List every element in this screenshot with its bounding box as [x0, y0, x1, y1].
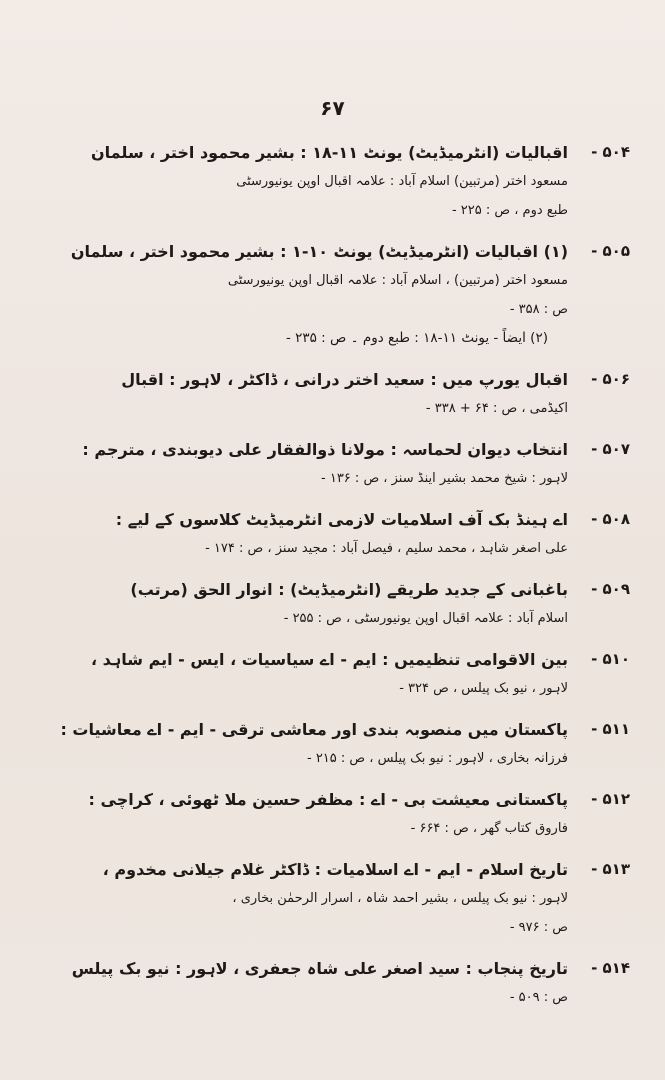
bibliography-entry [38, 575, 630, 633]
entry-number: ۵۰۹ - [591, 580, 630, 598]
entry-line: فاروق کتاب گھر ، ص : ۶۶۴ - [410, 821, 568, 836]
entry-line: اقبال یورپ میں : سعید اختر درانی ، ڈاکٹر ، لاہور : اقبال [121, 370, 568, 389]
entry-number: ۵۰۵ - [591, 242, 630, 260]
entry-line: (۲) ایضاً - یونٹ ۱۱-۱۸ : طبع دوم ۔ ص : ۲۳۵ - [285, 330, 548, 346]
entry-number: ۵۱۲ - [591, 790, 630, 808]
entry-text [38, 435, 568, 493]
entry-line: تاریخ اسلام - ایم - اے اسلامیات : ڈاکٹر غلام جیلانی مخدوم ، [102, 860, 568, 879]
entry-text [38, 715, 568, 773]
bibliography-list [38, 138, 630, 1024]
entry-line: اے ہینڈ بک آف اسلامیات لازمی انٹرمیڈیٹ کلاسوں کے لیے : [115, 510, 568, 529]
entry-line: ص : ۹۷۶ - [509, 920, 568, 935]
entry-number: ۵۱۰ - [591, 650, 630, 668]
entry-text [38, 138, 568, 225]
entry-number: ۵۱۴ - [591, 959, 630, 977]
entry-line: لاہور : شیخ محمد بشیر اینڈ سنز ، ص : ۱۳۶ - [321, 471, 568, 486]
page-number: ۶۷ [320, 96, 345, 120]
bibliography-entry [38, 645, 630, 703]
entry-line: بین الاقوامی تنظیمیں : ایم - اے سیاسیات ، ایس - ایم شاہد ، [90, 650, 568, 669]
entry-number: ۵۰۴ - [591, 143, 630, 161]
entry-text [38, 785, 568, 843]
entry-line: پاکستان میں منصوبہ بندی اور معاشی ترقی - ایم - اے معاشیات : [60, 720, 568, 739]
entry-number: ۵۰۸ - [591, 510, 630, 528]
entry-line: اکیڈمی ، ص : ۶۴ + ۳۳۸ - [425, 401, 568, 416]
entry-text [38, 954, 568, 1012]
bibliography-entry [38, 237, 630, 353]
entry-line: ص : ۵۰۹ - [509, 990, 568, 1005]
bibliography-entry [38, 715, 630, 773]
entry-line: لاہور : نیو بک پیلس ، بشیر احمد شاہ ، اسرار الرحمٰن بخاری ، [232, 891, 568, 906]
entry-number: ۵۱۱ - [591, 720, 630, 738]
bibliography-entry [38, 365, 630, 423]
entry-number: ۵۱۳ - [591, 860, 630, 878]
bibliography-entry [38, 785, 630, 843]
entry-text [38, 645, 568, 703]
bibliography-entry [38, 505, 630, 563]
bibliography-entry [38, 138, 630, 225]
entry-text [38, 365, 568, 423]
entry-line: مسعود اختر (مرتبین) ، اسلام آباد : علامہ اقبال اوپن یونیورسٹی [227, 273, 568, 288]
entry-line: علی اصغر شاہد ، محمد سلیم ، فیصل آباد : مجید سنز ، ص : ۱۷۴ - [205, 541, 568, 556]
entry-line: مسعود اختر (مرتبین) اسلام آباد : علامہ اقبال اوپن یونیورسٹی [236, 174, 568, 189]
bibliography-entry [38, 855, 630, 942]
entry-line: لاہور ، نیو بک پیلس ، ص ۳۲۴ - [399, 681, 568, 696]
bibliography-entry [38, 954, 630, 1012]
entry-line: اقبالیات (انٹرمیڈیٹ) یونٹ ۱۱-۱۸ : بشیر محمود اختر ، سلمان [91, 143, 568, 162]
entry-number: ۵۰۷ - [591, 440, 630, 458]
entry-text [38, 575, 568, 633]
entry-line: ص : ۳۵۸ - [509, 302, 568, 317]
entry-line: فرزانہ بخاری ، لاہور : نیو بک پیلس ، ص : ۲۱۵ - [307, 751, 568, 766]
entry-line: طبع دوم ، ص : ۲۲۵ - [451, 203, 568, 218]
entry-line: پاکستانی معیشت بی - اے : مظفر حسین ملا ٹھوئی ، کراچی : [88, 790, 568, 809]
entry-text [38, 855, 568, 942]
entry-line: تاریخ پنجاب : سید اصغر علی شاہ جعفری ، لاہور : نیو بک پیلس [71, 959, 568, 978]
bibliography-entry [38, 435, 630, 493]
entry-text [38, 505, 568, 563]
entry-text [38, 237, 568, 353]
entry-line: باغبانی کے جدید طریقے (انٹرمیڈیٹ) : انوار الحق (مرتب) [130, 580, 568, 599]
entry-line: انتخاب دیوان لحماسہ : مولانا ذوالفقار علی دیوبندی ، مترجم : [82, 440, 568, 459]
entry-line: اسلام آباد : علامہ اقبال اوپن یونیورسٹی ، ص : ۲۵۵ - [283, 611, 568, 626]
entry-line: (۱) اقبالیات (انٹرمیڈیٹ) یونٹ ۱۰-۱ : بشیر محمود اختر ، سلمان [70, 242, 568, 261]
entry-number: ۵۰۶ - [591, 370, 630, 388]
